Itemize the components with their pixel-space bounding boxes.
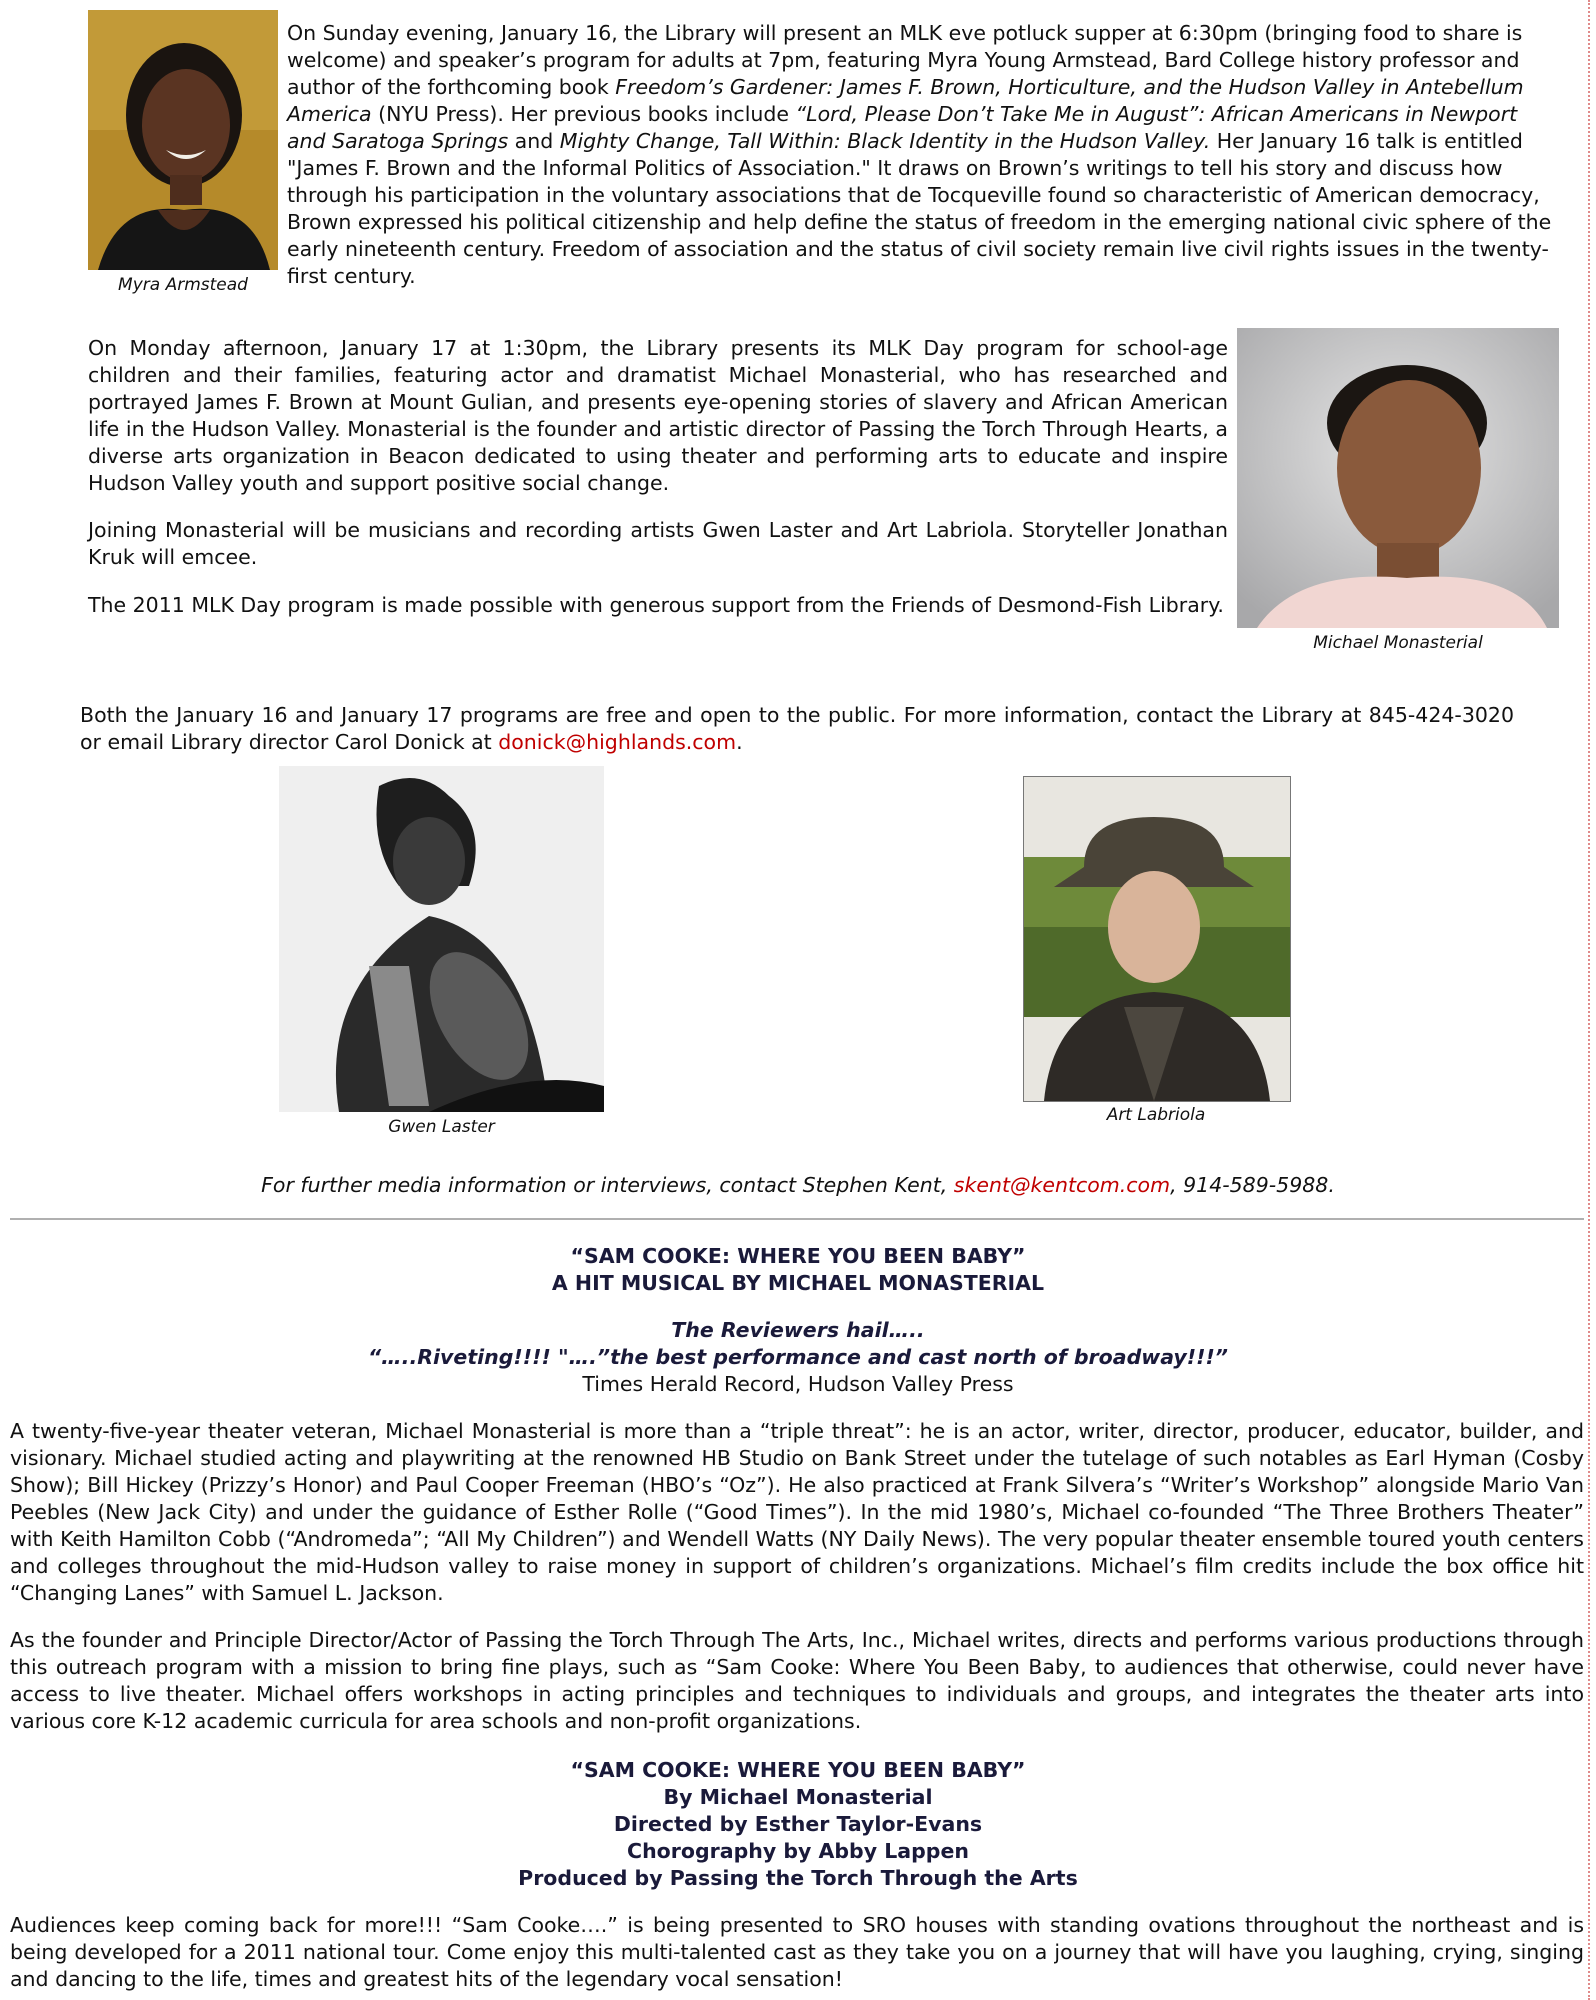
support-paragraph: The 2011 MLK Day program is made possible with generous support from the Friends of Desmond-Fish Library. [88, 593, 1224, 617]
skent-email-link[interactable]: skent@kentcom.com [953, 1173, 1171, 1197]
credits-producer: Produced by Passing the Torch Through the Arts [518, 1866, 1078, 1890]
section-divider [10, 1218, 1584, 1220]
gwen-laster-photo [279, 766, 604, 1112]
review-source: Times Herald Record, Hudson Valley Press [582, 1372, 1014, 1396]
show-title-line2: A HIT MUSICAL BY MICHAEL MONASTERIAL [551, 1271, 1045, 1295]
credits-director: Directed by Esther Taylor-Evans [613, 1812, 983, 1836]
show-title-line1: “SAM COOKE: WHERE YOU BEEN BABY” [570, 1244, 1026, 1268]
mlk-eve-paragraph: On Sunday evening, January 16, the Library will present an MLK eve potluck supper at 6:30pm (bringing food to share is welcome) and speaker’s program for adults at 7pm, featuring Myra Young Armstead, Bard College history professor and author of the forthcoming book Freedom’s Gardener: James F. Brown, Horticulture, and the Hudson Valley in Antebellum America (NYU Press). Her previous books include “Lord, Please Don’t Take Me in August”: African Americans in Newport and Saratoga Springs and Mighty Change, Tall Within: Black Identity in the Hudson Valley. Her January 16 talk is entitled "James F. Brown and the Informal Politics of Association." It draws on Brown’s writings to tell his story and discuss how through his participation in the voluntary associations that de Tocqueville found so characteristic of American democracy, Brown expressed his political citizenship and help define the status of freedom in the emerging national civic sphere of the early nineteenth century. Freedom of association and the status of civil society remain live civil rights issues in the twenty-first century. [287, 21, 1552, 288]
reviewers-heading: The Reviewers hail….. [671, 1318, 925, 1342]
free-programs-paragraph: Both the January 16 and January 17 programs are free and open to the public. For more information, contact the Library at 845-424-3020 or email Library director Carol Donick at donick@highlands.com. [80, 703, 1514, 754]
bio-paragraph-2: As the founder and Principle Director/Actor of Passing the Torch Through The Arts, Inc., Michael writes, directs and performs various productions through this outreach program with a mission to bring fine plays, such as “Sam Cooke: Where You Been Baby, to audiences that otherwise, could never have access to live theater. Michael offers workshops in acting principles and techniques to individuals and groups, and integrates the theater arts into various core K-12 academic curricula for area schools and non-profit organizations. [10, 1628, 1584, 1733]
credits-choreography: Chorography by Abby Lappen [627, 1839, 969, 1863]
gwen-laster-caption: Gwen Laster [388, 1117, 495, 1137]
media-contact-line: For further media information or interviews, contact Stephen Kent, skent@kentcom.com, 914-589-5988. [261, 1173, 1335, 1197]
myra-armstead-photo [88, 10, 278, 270]
credits-author: By Michael Monasterial [663, 1785, 933, 1809]
bio-paragraph-1: A twenty-five-year theater veteran, Michael Monasterial is more than a “triple threat”: he is an actor, writer, director, producer, educator, builder, and visionary. Michael studied acting and playwriting at the renowned HB Studio on Bank Street under the tutelage of such notables as Earl Hyman (Cosby Show); Bill Hickey (Prizzy’s Honor) and Paul Cooper Freeman (HBO’s “Oz”). He also practiced at Frank Silvera’s “Writer’s Workshop” alongside Mario Van Peebles (New Jack City) and under the guidance of Esther Rolle (“Good Times”). In the mid 1980’s, Michael co-founded “The Three Brothers Theater” with Keith Hamilton Cobb (“Andromeda”; “All My Children”) and Wendell Watts (NY Daily News). The very popular theater ensemble toured youth centers and colleges throughout the mid-Hudson valley to raise money in support of children’s organizations. Michael’s film credits include the box office hit “Changing Lanes” with Samuel L. Jackson. [10, 1419, 1584, 1605]
closing-paragraph: Audiences keep coming back for more!!! “Sam Cooke….” is being presented to SRO houses with standing ovations throughout the northeast and is being developed for a 2011 national tour. Come enjoy this multi-talented cast as they take you on a journey that will have you laughing, crying, singing and dancing to the life, times and greatest hits of the legendary vocal sensation! [10, 1913, 1584, 1991]
art-labriola-photo [1023, 776, 1291, 1102]
myra-armstead-caption: Myra Armstead [118, 275, 248, 295]
donick-email-link[interactable]: donick@highlands.com [498, 730, 737, 754]
michael-monasterial-caption: Michael Monasterial [1313, 633, 1483, 653]
review-quote: “…..Riveting!!!! "….”the best performance and cast north of broadway!!!” [367, 1345, 1229, 1369]
page-edge-dotted-line [1588, 0, 1590, 2000]
michael-monasterial-photo [1237, 328, 1559, 628]
art-labriola-caption: Art Labriola [1106, 1105, 1206, 1125]
credits-title: “SAM COOKE: WHERE YOU BEEN BABY” [570, 1758, 1026, 1782]
mlk-day-paragraph: On Monday afternoon, January 17 at 1:30pm, the Library presents its MLK Day program for school-age children and their families, featuring actor and dramatist Michael Monasterial, who has researched and portrayed James F. Brown at Mount Gulian, and presents eye-opening stories of slavery and African American life in the Hudson Valley. Monasterial is the founder and artistic director of Passing the Torch Through Hearts, a diverse arts organization in Beacon dedicated to using theater and performing arts to educate and inspire Hudson Valley youth and support positive social change. [88, 336, 1228, 495]
musicians-paragraph: Joining Monasterial will be musicians and recording artists Gwen Laster and Art Labriola. Storyteller Jonathan Kruk will emcee. [88, 518, 1228, 569]
